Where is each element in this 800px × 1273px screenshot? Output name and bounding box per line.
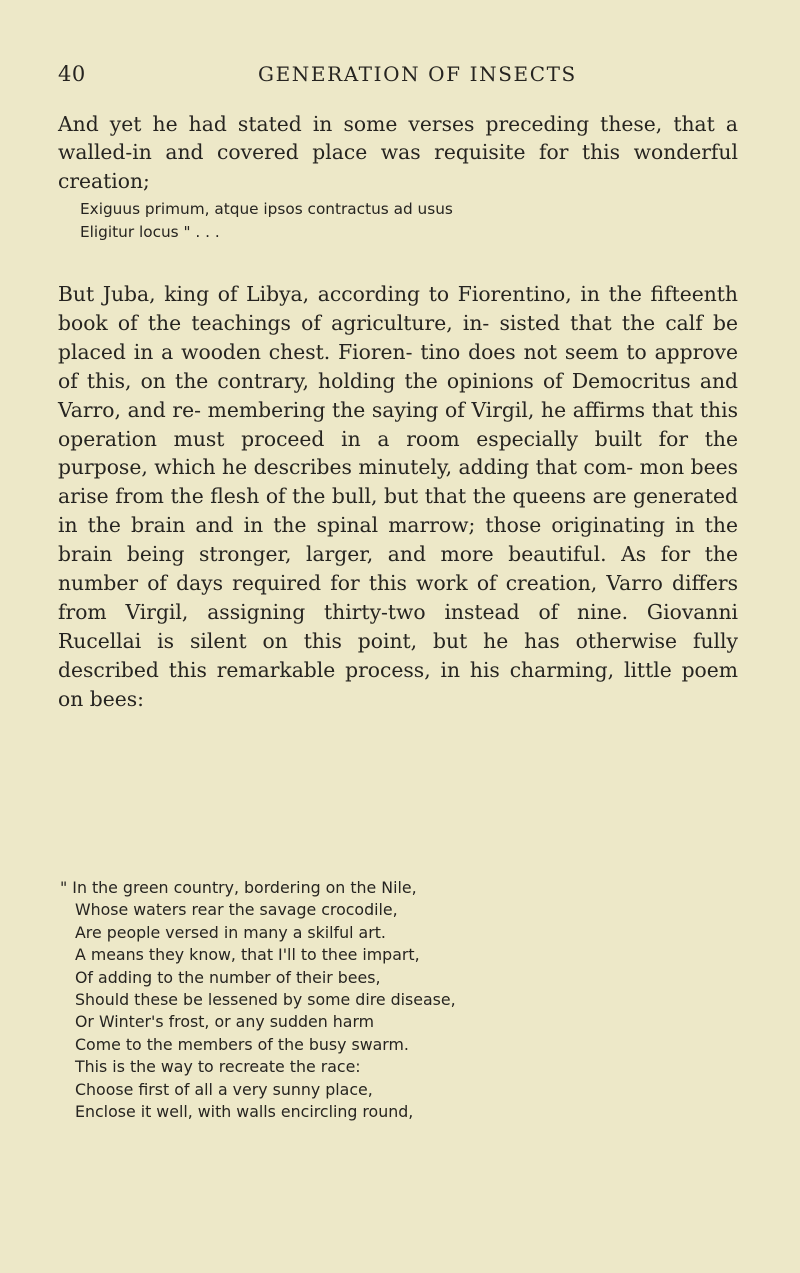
- verse-line: Whose waters rear the savage crocodile,: [75, 900, 398, 920]
- verse-line: A means they know, that I'll to thee impart,: [75, 945, 420, 965]
- paragraph-juba-fiorentino: But Juba, king of Libya, according to Fiorentino, in the fifteenth book of the teachings of agriculture, in- sisted that the calf be placed in a wooden chest. Fioren- tino does not seem to approve of this, on the contrary, holding the opinions of Democritus and Varro, and re- membering the saying of Virgil, he affirms that this operation must proceed in a room especially built for the purpose, which he describes minutely, adding that com- mon bees arise from the flesh of the bull, but that the queens are generated in the brain and in the spinal marrow; those originating in the brain being stronger, larger, and more beautiful. As for the number of days required for this work of creation, Varro differs from Virgil, assigning thirty-two instead of nine. Giovanni Rucellai is silent on this point, but he has otherwise fully described this remarkable process, in his charming, little poem on bees:: [58, 282, 738, 711]
- verse-line: Should these be lessened by some dire disease,: [75, 990, 456, 1010]
- verse-line: Exiguus primum, atque ipsos contractus ad usus: [80, 200, 453, 218]
- page-number: 40: [58, 62, 86, 86]
- latin-verse-quote: [80, 198, 453, 244]
- verse-line: Choose first of all a very sunny place,: [75, 1079, 373, 1099]
- verse-line: Or Winter's frost, or any sudden harm: [75, 1012, 375, 1032]
- rucellai-verse-quote: [60, 877, 456, 1123]
- paragraph-walled-place: And yet he had stated in some verses preceding these, that a walled-in and covered place was requisite for this wonderful creation;: [58, 112, 738, 193]
- verse-line: Of adding to the number of their bees,: [75, 967, 381, 987]
- running-head: [58, 62, 748, 96]
- running-title: GENERATION OF INSECTS: [258, 62, 577, 86]
- verse-line: Come to the members of the busy swarm.: [75, 1034, 409, 1054]
- verse-line: Are people versed in many a skilful art.: [75, 922, 386, 942]
- verse-line: Enclose it well, with walls encircling round,: [75, 1102, 414, 1122]
- verse-line: Eligitur locus " . . .: [80, 223, 220, 241]
- verse-line: " In the green country, bordering on the Nile,: [60, 878, 417, 897]
- verse-line: This is the way to recreate the race:: [75, 1057, 361, 1077]
